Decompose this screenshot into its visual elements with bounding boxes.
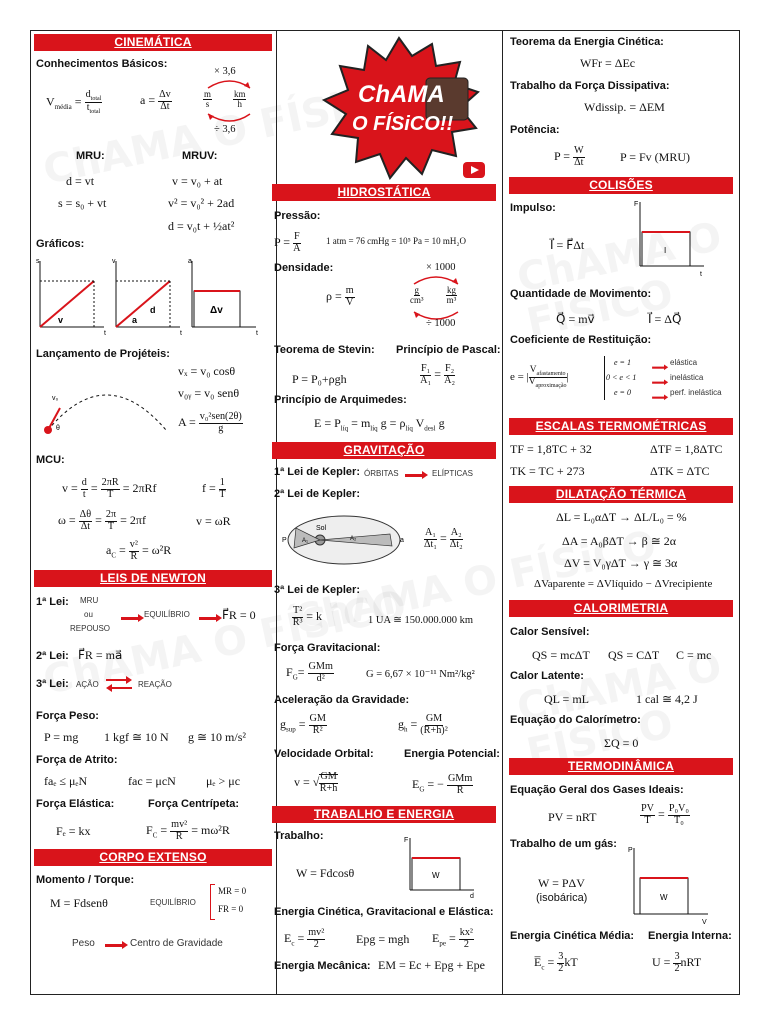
svg-text:A₂: A₂ bbox=[350, 536, 357, 542]
arrow-icon bbox=[650, 377, 667, 390]
label-calor-sensivel: Calor Sensível: bbox=[510, 626, 590, 638]
formula-t2r3: $\frac{\text{T²}}{\text{R³}}$ = k bbox=[292, 605, 323, 628]
formula-trabalho: W = Fdcosθ bbox=[296, 866, 355, 880]
formula-empuxo: $E = P_{líq} = m_{líq}$ $g = \rho_{líq}$ $V_{desl}$ g bbox=[314, 416, 445, 433]
gas-work-graph bbox=[624, 842, 714, 926]
formula-pv: PV = nRT bbox=[548, 810, 597, 824]
formula-potencia: P = $\frac{W}{\Delta t}$ bbox=[554, 145, 584, 168]
text-repouso: REPOUSO bbox=[70, 624, 111, 633]
label-aceleracao-grav: Aceleração da Gravidade: bbox=[274, 694, 410, 706]
label-pascal: Princípio de Pascal: bbox=[396, 344, 501, 356]
conv-gcm: $\frac{g}{\text{cm³}}$ bbox=[410, 285, 424, 306]
label-pressao: Pressão: bbox=[274, 210, 321, 222]
formula-qs2: QS = CΔT bbox=[608, 648, 660, 662]
formula-sq: ΣQ = 0 bbox=[604, 736, 639, 750]
label-calor-latente: Calor Latente: bbox=[510, 670, 584, 682]
formula-dl: ΔL = L₀αΔT → ΔL/L₀ = % bbox=[556, 510, 687, 524]
label-energias: Energia Cinética, Gravitacional e Elástica: bbox=[274, 906, 494, 918]
svg-text:θ: θ bbox=[56, 425, 60, 432]
svg-text:d: d bbox=[150, 305, 156, 315]
text-equilibrio: EQUILÍBRIO bbox=[144, 610, 190, 619]
label-stevin: Teorema de Stevin: bbox=[274, 344, 375, 356]
arrow-icon bbox=[102, 937, 126, 955]
kepler-orbit-diagram bbox=[280, 508, 408, 572]
text-orbitas: ÓRBITAS bbox=[364, 469, 399, 478]
svg-text:v: v bbox=[58, 315, 64, 325]
formula-u: U = $\frac{3}{2}$ nRT bbox=[652, 951, 702, 974]
action-reaction-arrows bbox=[104, 674, 134, 694]
formula-em: EM = Ec + Epg + Epe bbox=[378, 958, 485, 972]
svg-text:t: t bbox=[256, 330, 258, 337]
formula-areas: $\frac{\text{A₁}}{\text{Δt₁}}$ = $\frac{\text{A₂}}{\text{Δt₂}}$ bbox=[424, 527, 463, 550]
formula-coeficiente: e = | $\frac{V_{afastamento}}{V_{aproximação}}$ | bbox=[510, 365, 569, 390]
conv-kmh: $\frac{km}{h}$ bbox=[234, 89, 246, 110]
formula-mr0: MR = 0 bbox=[218, 886, 247, 896]
text-centro-gravidade: Centro de Gravidade bbox=[130, 938, 223, 949]
label-qtd-movimento: Quantidade de Movimento: bbox=[510, 288, 652, 300]
formula-alcance: A = $\frac{\text{v₀²sen(2θ)}}{g}$ bbox=[178, 411, 242, 434]
formula-w-pdv: W = PΔV bbox=[538, 876, 585, 890]
svg-text:F: F bbox=[404, 837, 409, 844]
text-acao: AÇÃO bbox=[76, 680, 99, 689]
formula-v0y: v₀ᵧ = v₀ senθ bbox=[178, 386, 240, 400]
header-calorimetria: CALORIMETRIA bbox=[509, 600, 733, 617]
label-momento: Momento / Torque: bbox=[36, 874, 135, 886]
youtube-play-icon[interactable] bbox=[463, 162, 485, 178]
formula-da: ΔA = A₀βΔT → β ≅ 2α bbox=[562, 534, 677, 548]
formula-mruv1: v = v₀ + at bbox=[172, 174, 223, 188]
formula-pascal: $\frac{\text{F₁}}{\text{A₁}}$ = $\frac{\text{F₂}}{\text{A₂}}$ bbox=[420, 363, 456, 386]
text-peso: Peso bbox=[72, 938, 95, 949]
formula-mru2: s = s₀ + vt bbox=[58, 196, 107, 210]
formula-tf: TF = 1,8TC + 32 bbox=[510, 442, 592, 456]
label-sol: Sol bbox=[316, 525, 327, 532]
conv-d1000: ÷ 1000 bbox=[426, 318, 456, 329]
header-newton: LEIS DE NEWTON bbox=[34, 570, 272, 587]
formula-fe: Fₑ = kx bbox=[56, 824, 91, 838]
label-lei2: 2ª Lei: bbox=[36, 650, 69, 662]
label-gases-ideais: Equação Geral dos Gases Ideais: bbox=[510, 784, 684, 796]
svg-text:Δv: Δv bbox=[210, 305, 223, 316]
formula-g10: g ≅ 10 m/s² bbox=[188, 730, 246, 744]
label-elastica: Força Elástica: bbox=[36, 798, 115, 810]
logo-text-1: ChAMA bbox=[358, 81, 445, 108]
formula-mcu-vwr: v = ωR bbox=[196, 514, 231, 528]
formula-mue: μₑ > μc bbox=[206, 774, 241, 788]
header-escalas: ESCALAS TERMOMÉTRICAS bbox=[509, 418, 733, 435]
header-corpo-extenso: CORPO EXTENSO bbox=[34, 849, 272, 866]
formula-mruv2: v² = v₀² + 2ad bbox=[168, 196, 235, 210]
header-hidrostatica: HIDROSTÁTICA bbox=[272, 184, 496, 201]
label-tec: Teorema da Energia Cinética: bbox=[510, 36, 664, 48]
formula-fac: fac = μcN bbox=[128, 774, 176, 788]
text-reacao: REAÇÃO bbox=[138, 680, 172, 689]
conversion-arrows bbox=[198, 76, 262, 124]
svg-text:P: P bbox=[282, 537, 287, 544]
svg-text:a: a bbox=[188, 258, 192, 265]
formula-pot-mru: P = Fv (MRU) bbox=[620, 150, 691, 164]
formula-eg: $E_G$ = − $\frac{\text{GMm}}{R}$ bbox=[412, 773, 473, 796]
label-w: W bbox=[432, 871, 440, 880]
label-trabalho: Trabalho: bbox=[274, 830, 324, 842]
formula-momento: M = Fdsenθ bbox=[50, 896, 108, 910]
label-potencia: Potência: bbox=[510, 124, 560, 136]
column-divider bbox=[502, 30, 503, 995]
text-isobarica: (isobárica) bbox=[536, 892, 588, 904]
formula-p-mg: P = mg bbox=[44, 730, 79, 744]
header-dilatacao: DILATAÇÃO TÉRMICA bbox=[509, 486, 733, 503]
conv-x1000: × 1000 bbox=[426, 262, 456, 273]
label-potencial: Energia Potencial: bbox=[404, 748, 500, 760]
text-elastica: elástica bbox=[670, 358, 698, 367]
label-lei3: 3ª Lei: bbox=[36, 678, 69, 690]
formula-v-orbital: v = √ $\frac{GM}{R+h}$ bbox=[294, 771, 338, 794]
formula-G: G = 6,67 × 10⁻¹¹ Nm²/kg² bbox=[366, 669, 475, 680]
formula-fr-ma: F⃗R = ma⃗ bbox=[78, 648, 123, 662]
text-elipticas: ELÍPTICAS bbox=[432, 469, 473, 478]
formula-dv-aparente: ΔVaparente = ΔVlíquido − ΔVrecipiente bbox=[534, 578, 713, 590]
svg-text:t: t bbox=[700, 271, 702, 278]
formula-q: Q⃗ = mv⃗ bbox=[556, 312, 595, 326]
formula-gsup: $g_{sup}$ = $\frac{GM}{\text{R²}}$ bbox=[280, 713, 326, 736]
svg-text:d: d bbox=[470, 893, 474, 900]
formula-fc: $F_C$ = $\frac{\text{mv²}}{R}$ = mω²R bbox=[146, 819, 230, 842]
svg-text:t: t bbox=[104, 330, 106, 337]
formula-vx: vₓ = v₀ cosθ bbox=[178, 364, 236, 378]
svg-text:A₁: A₁ bbox=[302, 538, 309, 544]
formula-fae: faₑ ≤ μₑN bbox=[44, 774, 88, 788]
arrow-icon bbox=[402, 467, 426, 485]
conv-d36: ÷ 3,6 bbox=[214, 124, 236, 135]
formula-dtk: ΔTK = ΔTC bbox=[650, 464, 710, 478]
text-equilibrio-corpo: EQUILÍBRIO bbox=[150, 898, 196, 907]
logo-text-2: O FÍSiCO!! bbox=[352, 113, 454, 135]
formula-mcu-w: ω = $\frac{\Delta\theta}{\Delta t}$ = $\frac{2\pi}{T}$ = 2πf bbox=[58, 509, 146, 532]
formula-dv: ΔV = V₀γΔT → γ ≅ 3α bbox=[564, 556, 678, 570]
label-dissipativa: Trabalho da Força Dissipativa: bbox=[510, 80, 670, 92]
impulse-graph bbox=[630, 196, 710, 278]
formula-wfr: WFr = ΔEc bbox=[580, 56, 636, 70]
label-kepler1: 1ª Lei de Kepler: bbox=[274, 466, 360, 478]
label-v0: v₀ bbox=[52, 395, 59, 402]
label-mru: MRU: bbox=[76, 150, 105, 162]
label-lei1: 1ª Lei: bbox=[36, 596, 69, 608]
density-conversion-arrows bbox=[402, 272, 470, 322]
formula-ql: QL = mL bbox=[544, 692, 589, 706]
svg-text:I: I bbox=[664, 246, 667, 255]
label-ec-media: Energia Cinética Média: bbox=[510, 930, 635, 942]
formula-wdiss: Wdissip. = ΔEM bbox=[584, 100, 665, 114]
label-trabalho-gas: Trabalho de um gás: bbox=[510, 838, 617, 850]
label-mcu: MCU: bbox=[36, 454, 65, 466]
formula-mcu-ac: $a_C$ = $\frac{\text{v²}}{R}$ = ω²R bbox=[106, 539, 172, 562]
formula-epg: Epg = mgh bbox=[356, 932, 410, 946]
label-conhecimentos: Conhecimentos Básicos: bbox=[36, 58, 168, 70]
svg-text:a: a bbox=[132, 315, 138, 325]
formula-tk: TK = TC + 273 bbox=[510, 464, 585, 478]
label-mecanica: Energia Mecânica: bbox=[274, 960, 371, 972]
label-lancamento: Lançamento de Projéteis: bbox=[36, 348, 170, 360]
svg-text:P: P bbox=[628, 847, 633, 854]
formula-ec: $E_c$ = $\frac{\text{mv²}}{2}$ bbox=[284, 927, 325, 950]
formula-ec-media: $E̅_c$ = $\frac{3}{2}$ kT bbox=[534, 951, 578, 974]
formula-fr0: F⃗R = 0 bbox=[222, 608, 256, 622]
formula-ua: 1 UA ≅ 150.000.000 km bbox=[368, 615, 474, 626]
column-divider bbox=[276, 30, 277, 995]
header-trabalho-energia: TRABALHO E ENERGIA bbox=[272, 806, 496, 823]
formula-mcu-f: f = $\frac{1}{T}$ bbox=[202, 477, 226, 500]
label-forca-grav: Força Gravitacional: bbox=[274, 642, 381, 654]
label-coeficiente: Coeficiente de Restituição: bbox=[510, 334, 652, 346]
label-arquimedes: Princípio de Arquimedes: bbox=[274, 394, 407, 406]
svg-text:V: V bbox=[702, 919, 707, 926]
brace-icon bbox=[210, 884, 215, 920]
label-centripeta: Força Centrípeta: bbox=[148, 798, 240, 810]
label-graficos: Gráficos: bbox=[36, 238, 85, 250]
formula-fg: $F_G=$ $\frac{\text{GMm}}{\text{d²}}$ bbox=[286, 661, 333, 684]
formula-qs1: QS = mcΔT bbox=[532, 648, 590, 662]
formula-atm: 1 atm = 76 cmHg = 10⁵ Pa = 10 mH₂O bbox=[326, 236, 466, 246]
text-inelastica: inelástica bbox=[670, 373, 704, 382]
formula-fr0-corpo: FR = 0 bbox=[218, 904, 244, 914]
arrow-icon bbox=[650, 392, 667, 405]
formula-kgf: 1 kgf ≅ 10 N bbox=[104, 730, 169, 744]
label-calorimetro: Equação do Calorímetro: bbox=[510, 714, 641, 726]
conv-x36: × 3,6 bbox=[214, 66, 236, 77]
header-gravitacao: GRAVITAÇÃO bbox=[272, 442, 496, 459]
text-mru: MRU bbox=[80, 596, 99, 605]
projectile-diagram bbox=[36, 380, 176, 440]
formula-dtf: ΔTF = 1,8ΔTC bbox=[650, 442, 723, 456]
formula-pvt: $\frac{PV}{T}$ = $\frac{\text{P₀V₀}}{\text{T₀}}$ bbox=[641, 803, 689, 826]
work-graph bbox=[400, 834, 480, 900]
text-perf-inelastica: perf. inelástica bbox=[670, 388, 722, 397]
label-kepler2: 2ª Lei de Kepler: bbox=[274, 488, 360, 500]
header-cinematica: CINEMÁTICA bbox=[34, 34, 272, 51]
text-e2: 0 < e < 1 bbox=[606, 373, 637, 382]
formula-mruv3: d = v₀t + ½at² bbox=[168, 219, 235, 233]
label-mruv: MRUV: bbox=[182, 150, 218, 162]
formula-mcu-v: v = $\frac{d}{t}$ = $\frac{2\pi R}{T}$ = 2πRf bbox=[62, 477, 157, 500]
svg-text:v: v bbox=[112, 258, 116, 265]
formula-impulso: I⃗ = F⃗Δt bbox=[550, 238, 585, 252]
formula-stevin: P = P₀+ρgh bbox=[292, 372, 347, 386]
label-energia-interna: Energia Interna: bbox=[648, 930, 732, 942]
svg-text:W: W bbox=[660, 893, 668, 902]
formula-iq: I⃗ = ΔQ⃗ bbox=[648, 312, 682, 326]
text-e1: e = 1 bbox=[614, 358, 631, 367]
formula-rho: ρ = $\frac{m}{V}$ bbox=[326, 285, 354, 308]
formula-c-mc: C = mc bbox=[676, 648, 712, 662]
axis-s: s bbox=[36, 258, 40, 265]
motion-graphs bbox=[34, 255, 274, 337]
formula-epe: $E_{pe}$ = $\frac{\text{kx²}}{2}$ bbox=[432, 927, 473, 950]
text-ou: ou bbox=[84, 610, 93, 619]
conv-ms: $\frac{m}{s}$ bbox=[204, 89, 211, 110]
conv-kgm: $\frac{kg}{\text{m³}}$ bbox=[446, 285, 457, 306]
formula-cal: 1 cal ≅ 4,2 J bbox=[636, 692, 698, 706]
arrow-icon bbox=[196, 610, 220, 628]
formula-pressao: P = $\frac{F}{A}$ bbox=[274, 231, 301, 254]
svg-text:F: F bbox=[634, 201, 639, 208]
label-kepler3: 3ª Lei de Kepler: bbox=[274, 584, 360, 596]
header-termodinamica: TERMODINÂMICA bbox=[509, 758, 733, 775]
arrow-icon bbox=[118, 610, 142, 628]
label-densidade: Densidade: bbox=[274, 262, 334, 274]
svg-text:a: a bbox=[400, 537, 404, 544]
label-orbital: Velocidade Orbital: bbox=[274, 748, 374, 760]
formula-gh: $g_h$ = $\frac{GM}{\text{(R+h)²}}$ bbox=[398, 713, 448, 736]
svg-text:t: t bbox=[180, 330, 182, 337]
formula-aceleracao: a = $\frac{\Delta v}{\Delta t}$ bbox=[140, 89, 171, 112]
label-impulso: Impulso: bbox=[510, 202, 556, 214]
formula-mru1: d = vt bbox=[66, 174, 95, 188]
arrow-icon bbox=[650, 362, 667, 375]
formula-vmedia: $V_{média}$ = $\frac{d_{total}}{t_{total}}$ bbox=[46, 89, 102, 116]
label-peso: Força Peso: bbox=[36, 710, 99, 722]
text-e3: e = 0 bbox=[614, 388, 631, 397]
header-colisoes: COLISÕES bbox=[509, 177, 733, 194]
label-atrito: Força de Atrito: bbox=[36, 754, 118, 766]
logo-chama-o-fisico bbox=[314, 34, 484, 182]
